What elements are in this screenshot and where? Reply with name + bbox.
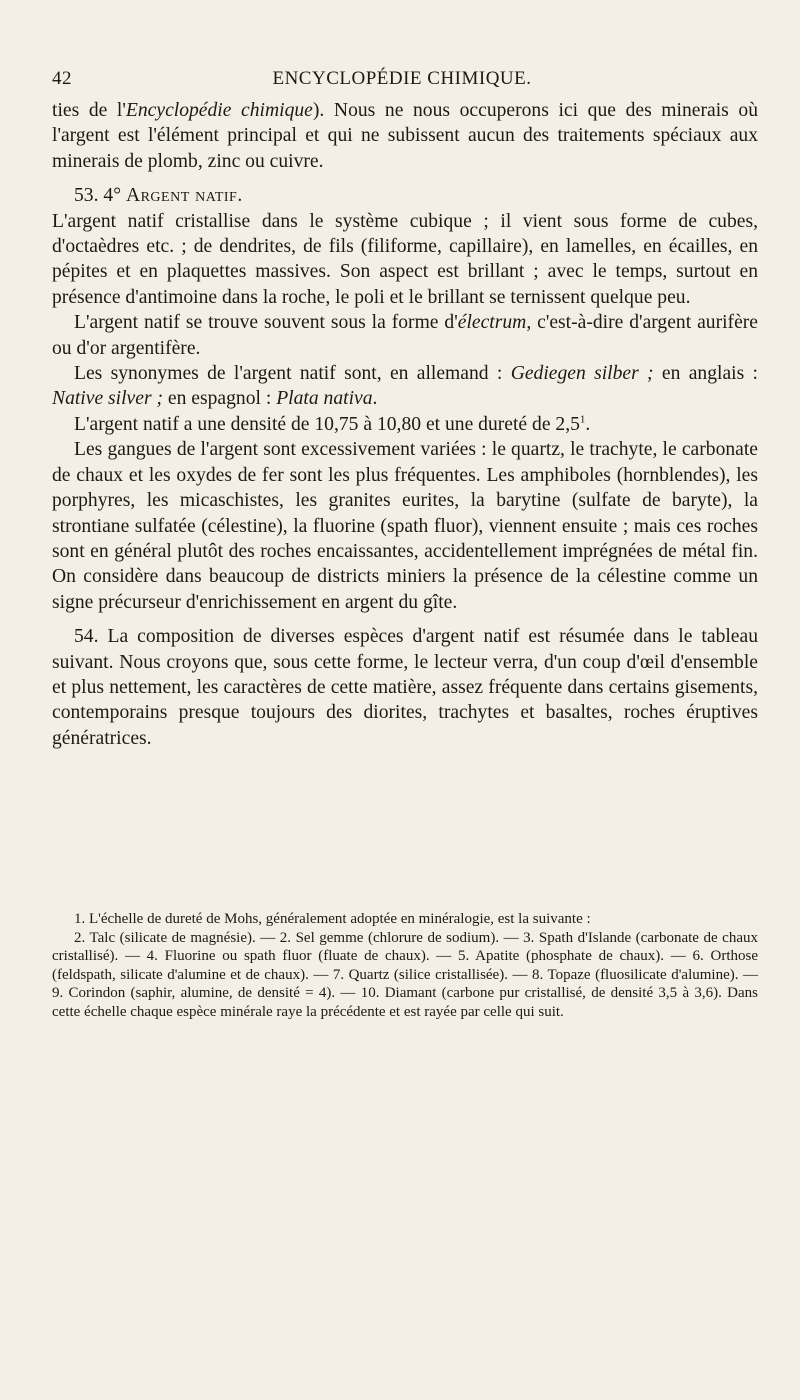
synonym-german: Gediegen silber ; bbox=[510, 363, 654, 385]
section-number: 53. 4° bbox=[74, 185, 122, 207]
synonym-english: Native silver ; bbox=[52, 388, 163, 410]
text-run: , c'est-à-dire d'argent aurifère ou d'or argentifère. bbox=[52, 312, 758, 359]
paragraph-continuation bbox=[52, 98, 758, 174]
text-run: ). Nous ne nous occuperons ici que des minerais où l'argent est l'élément principal et qui ne subissent aucun des traitements spéciaux aux minerais de plomb, zinc ou cuivre. bbox=[52, 100, 758, 172]
footnote bbox=[52, 910, 758, 1022]
footnote-line: 2. Talc (silicate de magnésie). — 2. Sel gemme (chlorure de sodium). — 3. Spath d'Islande (carbonate de chaux cristallisé). — 4. Fluorine ou spath fluor (fluate de chaux). — 5. Apatite (phosphate de chaux). — 6. Orthose (feldspath, silicate d'alumine et de chaux). — 7. Quartz (silice cristallisée). — 8. Topaze (fluosilicate d'alumine). — 9. Corindon (saphir, alumine, de densité = 4). — 10. Diamant (carbone pur cristallisé, de densité 3,5 à 3,6). Dans cette échelle chaque espèce minérale raye la précédente et est rayée par celle qui suit. bbox=[52, 929, 758, 1020]
text-run: L'argent natif se trouve souvent sous la forme d' bbox=[74, 312, 458, 334]
paragraph-electrum bbox=[52, 310, 758, 361]
synonym-spanish: Plata nativa bbox=[276, 388, 373, 410]
paragraph-gangues: Les gangues de l'argent sont excessivement variées : le quartz, le trachyte, le carbonate de chaux et les oxydes de fer sont les plus fréquentes. Les amphiboles (hornblendes), les porphyres, les micaschistes, les granites eurites, la barytine (sulfate de baryte), la strontiane sulfatée (célestine), la fluorine (spath fluor), viennent ensuite ; mais ces roches sont en général plutôt des roches encaissantes, accidentellement imprégnées de métal fin. On considère dans beaucoup de districts miniers la présence de la célestine comme un signe précurseur d'enrichissement en argent du gîte. bbox=[52, 439, 758, 613]
paragraph-density bbox=[52, 412, 758, 437]
running-header bbox=[52, 68, 752, 94]
italic-title: Encyclopédie chimique bbox=[125, 100, 313, 121]
paragraph-synonyms bbox=[52, 361, 758, 412]
main-text bbox=[52, 98, 758, 751]
text-run: L'argent natif a une densité de 10,75 à 10,80 et une dureté de 2,5 bbox=[74, 413, 580, 435]
text-run: Les synonymes de l'argent natif sont, en allemand : bbox=[74, 363, 511, 385]
section-heading-53 bbox=[52, 183, 758, 208]
paragraph-54: 54. La composition de diverses espèces d'argent natif est résumée dans le tableau suivant. Nous croyons que, sous cette forme, le lecteur verra, d'un coup d'œil d'ensemble et plus nettement, les caractères de cette matière, assez fréquente dans certains gisements, contemporains presque toujours des diorites, trachytes et basaltes, roches éruptives génératrices. bbox=[52, 626, 758, 749]
italic-term: électrum bbox=[457, 312, 527, 334]
footnote-ref: 1 bbox=[579, 413, 586, 426]
text-run: en anglais : bbox=[653, 363, 758, 385]
text-run: ties de l' bbox=[52, 100, 126, 121]
text-run: . bbox=[372, 388, 378, 410]
running-title: ENCYCLOPÉDIE CHIMIQUE. bbox=[272, 68, 532, 89]
section-title: Argent natif. bbox=[125, 185, 243, 207]
text-run: . bbox=[585, 413, 591, 435]
footnote-line: 1. L'échelle de dureté de Mohs, généralement adoptée en minéralogie, est la suivante : bbox=[74, 911, 591, 927]
paragraph-crystallization: L'argent natif cristallise dans le système cubique ; il vient sous forme de cubes, d'octaèdres etc. ; de dendrites, de fils (filiforme, capillaire), en lamelles, en écailles, en pépites et en plaquettes massives. Son aspect est brillant ; avec le temps, surtout en présence d'antimoine dans la roche, le poli et le brillant se ternissent quelque peu. bbox=[52, 210, 758, 308]
text-run: en espagnol : bbox=[163, 388, 277, 410]
page-number: 42 bbox=[52, 68, 72, 89]
